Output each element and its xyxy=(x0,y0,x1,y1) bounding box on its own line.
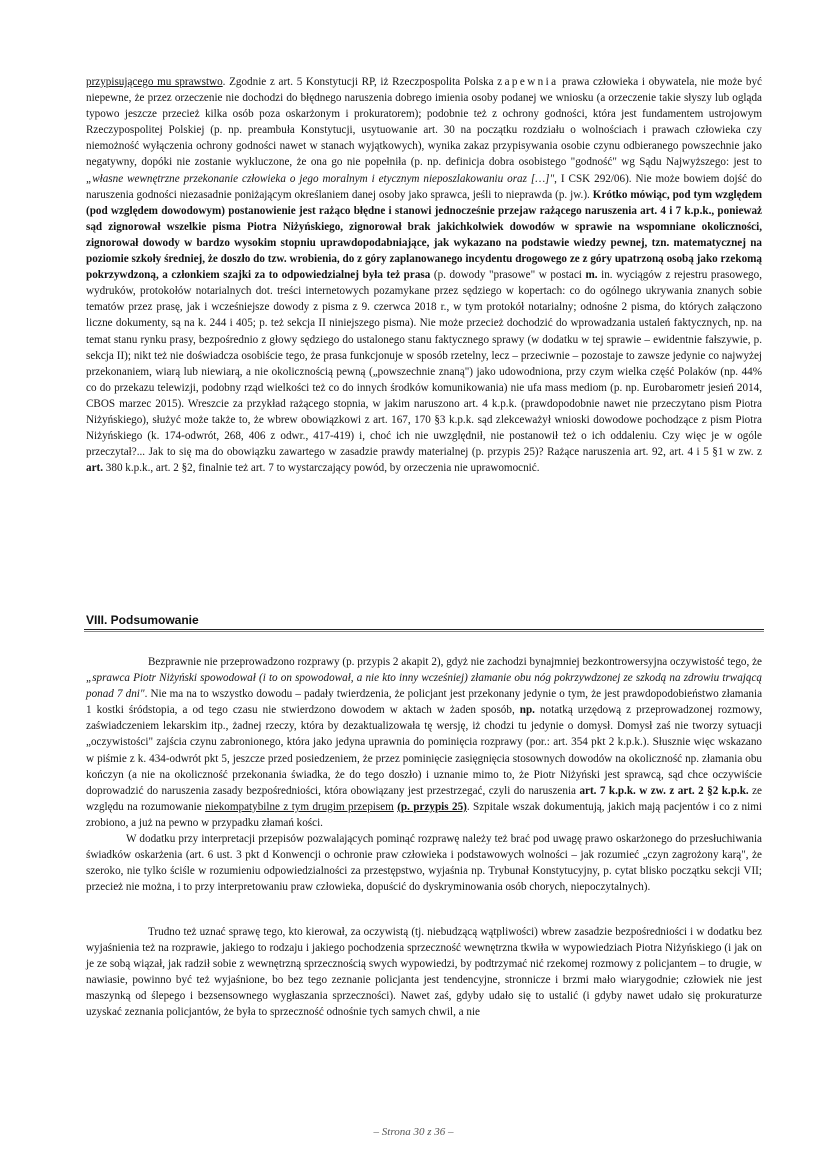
heading-rule-thin xyxy=(84,631,764,632)
text-run: (p. dowody "prasowe" w postaci xyxy=(430,269,586,282)
section-heading-wrap xyxy=(84,612,764,632)
bold-text: np. xyxy=(519,704,535,717)
text-run: in. wyciągów z rejestru prasowego, wydruków, protokołów notarialnych dot. treści internetowych pozamykane przez sędziego w kopertach: co do ogólnego ukrywania znanych sobie tematów przez prasę, jak i wcześniejsze dowody z pisma z 9. czerwca 2018 r., w tym protokół notarialny; odnośne 2 pisma, do których załączono liczne dokumenty, są na k. 244 i 405; p. też sekcja II niniejszego pisma). Nie może przecież dochodzić do wprowadzania ustaleń faktycznych, np. na temat stanu rynku prasy, bezpośrednio z głowy sędziego do ustalonego stanu faktycznego sprawy (w dodatku w tej sprawie – ewidentnie fałszywie, p. sekcja II); nikt też nie doświadcza osobiście tego, że prasa funkcjonuje w sposób rzetelny, lecz – przeciwnie – pozostaje to zawsze jedynie co najwyżej przekonaniem, wiarą lub niewiarą, a nie okolicznością pewną („powszechnie znaną") jako udowodniona, przy czym wielka część Polaków (np. 44% co do przekazu telewizji, podobny rząd wielkości też co do innych środków komunikowania) nie ufa mass mediom (p. np. Eurobarometr jesień 2014, CBOS marzec 2015). Wreszcie za przykład rażącego stopnia, w jakim naruszono art. 4 k.p.k. (prawdopodobnie nawet nie przeczytano pism Piotra Niżyńskiego), służyć może także to, że wbrew obowiązkowi z art. 167, 170 §3 k.p.k. sąd zlekceważył wnioski dowodowe pochodzące z pism Piotra Niżyńskiego (k. 174-odwrót, 268, 406 z odwr., 417-419) i, choć ich nie uwzględnił, nie postanowił też o ich oddaleniu. Czy więc je w ogóle przeczytał?... Jak to się ma do obowiązku zawartego w zasadzie prawdy materialnej (p. przypis 25)? Rażące naruszenia art. 92, art. 4 i 5 §1 w zw. z xyxy=(86,269,762,459)
underlined-text: niekompatybilne z tym drugim przepisem xyxy=(205,800,394,813)
text-run: notatką urzędową z przeprowadzonej rozmowy, zaświadczeniem lekarskim itp., żadnej rzeczy, która by dezaktualizowała tę wersję, iż chodzi tu jedynie o domysł. Domysł zaś nie tworzy sytuacji „oczywistości" zajścia czynu zabronionego, która jako jedyna uprawnia do pominięcia rozprawy (por.: art. 354 pkt 2 k.p.k.). Słusznie więc wskazano w piśmie z k. 434-odwrót pkt 5, jeszcze przed posiedzeniem, że przez pominięcie zasięgnięcia stosownych dowodów na okoliczność np. złamania obu kończyn (a nie na okoliczność przekonania świadka, że do tego doszło) i uznanie mimo to, że Piotr Niżyński jest sprawcą, sąd chce oczywiście doprowadzić do naruszenia zasady bezpośredniości, która obowiązany jest przestrzegać, czyli do naruszenia xyxy=(86,704,762,797)
underlined-text: przypisującego mu sprawstwo xyxy=(86,76,223,88)
italic-quote: „własne wewnętrzne przekonanie człowieka o jego moralnym i etycznym nieposzlakowaniu oraz […]" xyxy=(86,172,555,185)
text-run: . Szpitale wszak dokumentują, jakich mają pacjentów i co z nimi zrobiono, a już na pewno w przypadku złamań kości. xyxy=(86,800,762,829)
text-run: prawa człowieka i obywatela, nie może być niepewne, że przez orzeczenie nie dochodzi do błędnego naruszenia dobrego imienia osoby podanej we wniosku (a orzeczenie takie słyszy lub ogląda typowo jeszcze przecież kilka osób poza oskarżonym i prokuratorem); podobnie też z ochrony godności, która jest fundamentem ustrojowym Rzeczypospolitej Polskiej (p. np. preambuła Konstytucji, usytuowanie art. 30 na początku rozdziału o wolnościach i prawach człowieka czy niemożność wyłączenia ochrony godności nawet w stanach wyjątkowych), wynika zakaz przypisywania osobie czynu odbieranego powszechnie jako negatywny, dopóki nie zostanie wykluczone, że ona go nie popełniła (p. np. definicja dobra osobistego "godność" wg Sądu Najwyższego: jest to xyxy=(86,76,762,169)
summary-paragraphs-continued xyxy=(86,924,762,1021)
section-heading: VIII. Podsumowanie xyxy=(86,613,199,627)
paragraph-text: Trudno też uznać sprawę tego, kto kierował, za oczywistą (tj. niebudzącą wątpliwości) wbrew zasadzie bezpośredniości i w dodatku bez wyjaśnienia też na rozprawie, jakiego to rodzaju i jakiego pochodzenia sprzeczność wewnętrzna tkwiła w wypowiedziach Piotra Niżyńskiego (i jak on je ze sobą wiązał, jak radził sobie z wewnętrzną sprzecznością swych wypowiedzi, by podtrzymać nić rzekomej rozmowy z policjantem – to drugie, w nawiasie, powinno być też wyjaśnione, bo bez tego zeznanie policjanta jest tendencyjne, stronnicze i brzmi mało wiarygodnie; człowiek nie jest maszynką od ślepego i bezsensownego wygłaszania sprzeczności). Nawet zaś, gdyby udało się to ustalić (i gdyby nawet udało się prokuraturze uzyskać zeznania policjantów, że była to sprzeczność odnośnie tych samych chwil, a nie xyxy=(86,926,762,1019)
paragraph-text: W dodatku przy interpretacji przepisów pozwalających pominąć rozprawę należy też brać pod uwagę prawo oskarżonego do przesłuchiwania świadków oskarżenia (art. 6 ust. 3 pkt d Konwencji o ochronie praw człowieka i podstawowych wolności – jak rozumieć „czyn zagrożony karą", że szeroko, nie tylko ściśle w rozumieniu odpowiedzialności za przestępstwo, wyjaśnia np. Trybunał Konstytucyjny, p. cytat blisko początku sekcji VII; przecież nie można, i to przy interpretowaniu praw człowieka, dopuścić do dyskryminowania osób chorych, niepoczytalnych). xyxy=(86,833,762,894)
text-run: ze względu na rozumowanie xyxy=(86,784,762,813)
continued-paragraph xyxy=(86,74,762,476)
bold-text: art. xyxy=(86,462,104,475)
heading-rule xyxy=(84,629,764,630)
bold-text: art. 7 k.p.k. w zw. z art. 2 §2 k.p.k. xyxy=(579,784,749,797)
text-run: , I CSK 292/06). Nie może bowiem dojść do naruszenia godności niezasadnie poniżającym określaniem danej osoby jako sprawca, jeśli to nieprawda (p. jw.). xyxy=(86,172,762,201)
bold-text: Krótko mówiąc, pod tym względem (pod względem dowodowym) postanowienie jest rażąco błędne i stanowi jednocześnie przejaw rażącego naruszenia art. 4 i 7 k.p.k., ponieważ sąd zignorował wszelkie pisma Piotra Niżyńskiego, zignorował brak jakichkolwiek dowodów w sprawie na wspomniane okoliczności, zignorował dowody w bardzo wysokim stopniu uprawdopodabniające, jak wykazano na podstawie wiedzy pewnej, tzn. matematycznej na poziomie szkoły średniej, że doszło do tzw. wrobienia, do z góry zaplanowanego incydentu drogowego ze z góry upatrzoną osobą jako rzekomą pokrzywdzoną, a członkiem szajki za to odpowiedzialnej była też prasa xyxy=(86,188,762,282)
italic-quote: „sprawca Piotr Niżyński spowodował (i to on spowodował, a nie kto inny wcześniej) złamanie obu nóg pokrzywdzonej ze szkodą na zdrowiu trwającą ponad 7 dni" xyxy=(86,672,762,701)
text-run: Bezprawnie nie przeprowadzono rozprawy (p. przypis 2 akapit 2), gdyż nie zachodzi bynajmniej bezkontrowersyjna oczywistość tego, że xyxy=(148,656,762,668)
page-number: – Strona 30 z 36 – xyxy=(373,1126,454,1138)
text-run: 380 k.p.k., art. 2 §2, finalnie też art. 7 to wystarczający powód, by orzeczenia nie uprawomocnić. xyxy=(103,462,540,475)
spaced-text: zapewnia xyxy=(497,76,559,88)
text-run: . Zgodnie z art. 5 Konstytucji RP, iż Rzeczpospolita Polska xyxy=(222,76,498,88)
summary-paragraphs xyxy=(86,654,762,895)
text-run: . Nie ma na to wszystko dowodu – padały twierdzenia, że policjant jest przekonany jedynie o tym, że jest prawdopodobieństwo złamania 1 kostki śródstopia, a od tego czasu nie stwierdzono dowodem w aktach w żaden sposób, xyxy=(86,688,763,717)
paragraph-text xyxy=(86,654,762,831)
paragraph-text xyxy=(86,74,762,476)
bold-text: m. xyxy=(585,269,598,282)
bold-underlined-text: (p. przypis 25) xyxy=(397,800,467,813)
